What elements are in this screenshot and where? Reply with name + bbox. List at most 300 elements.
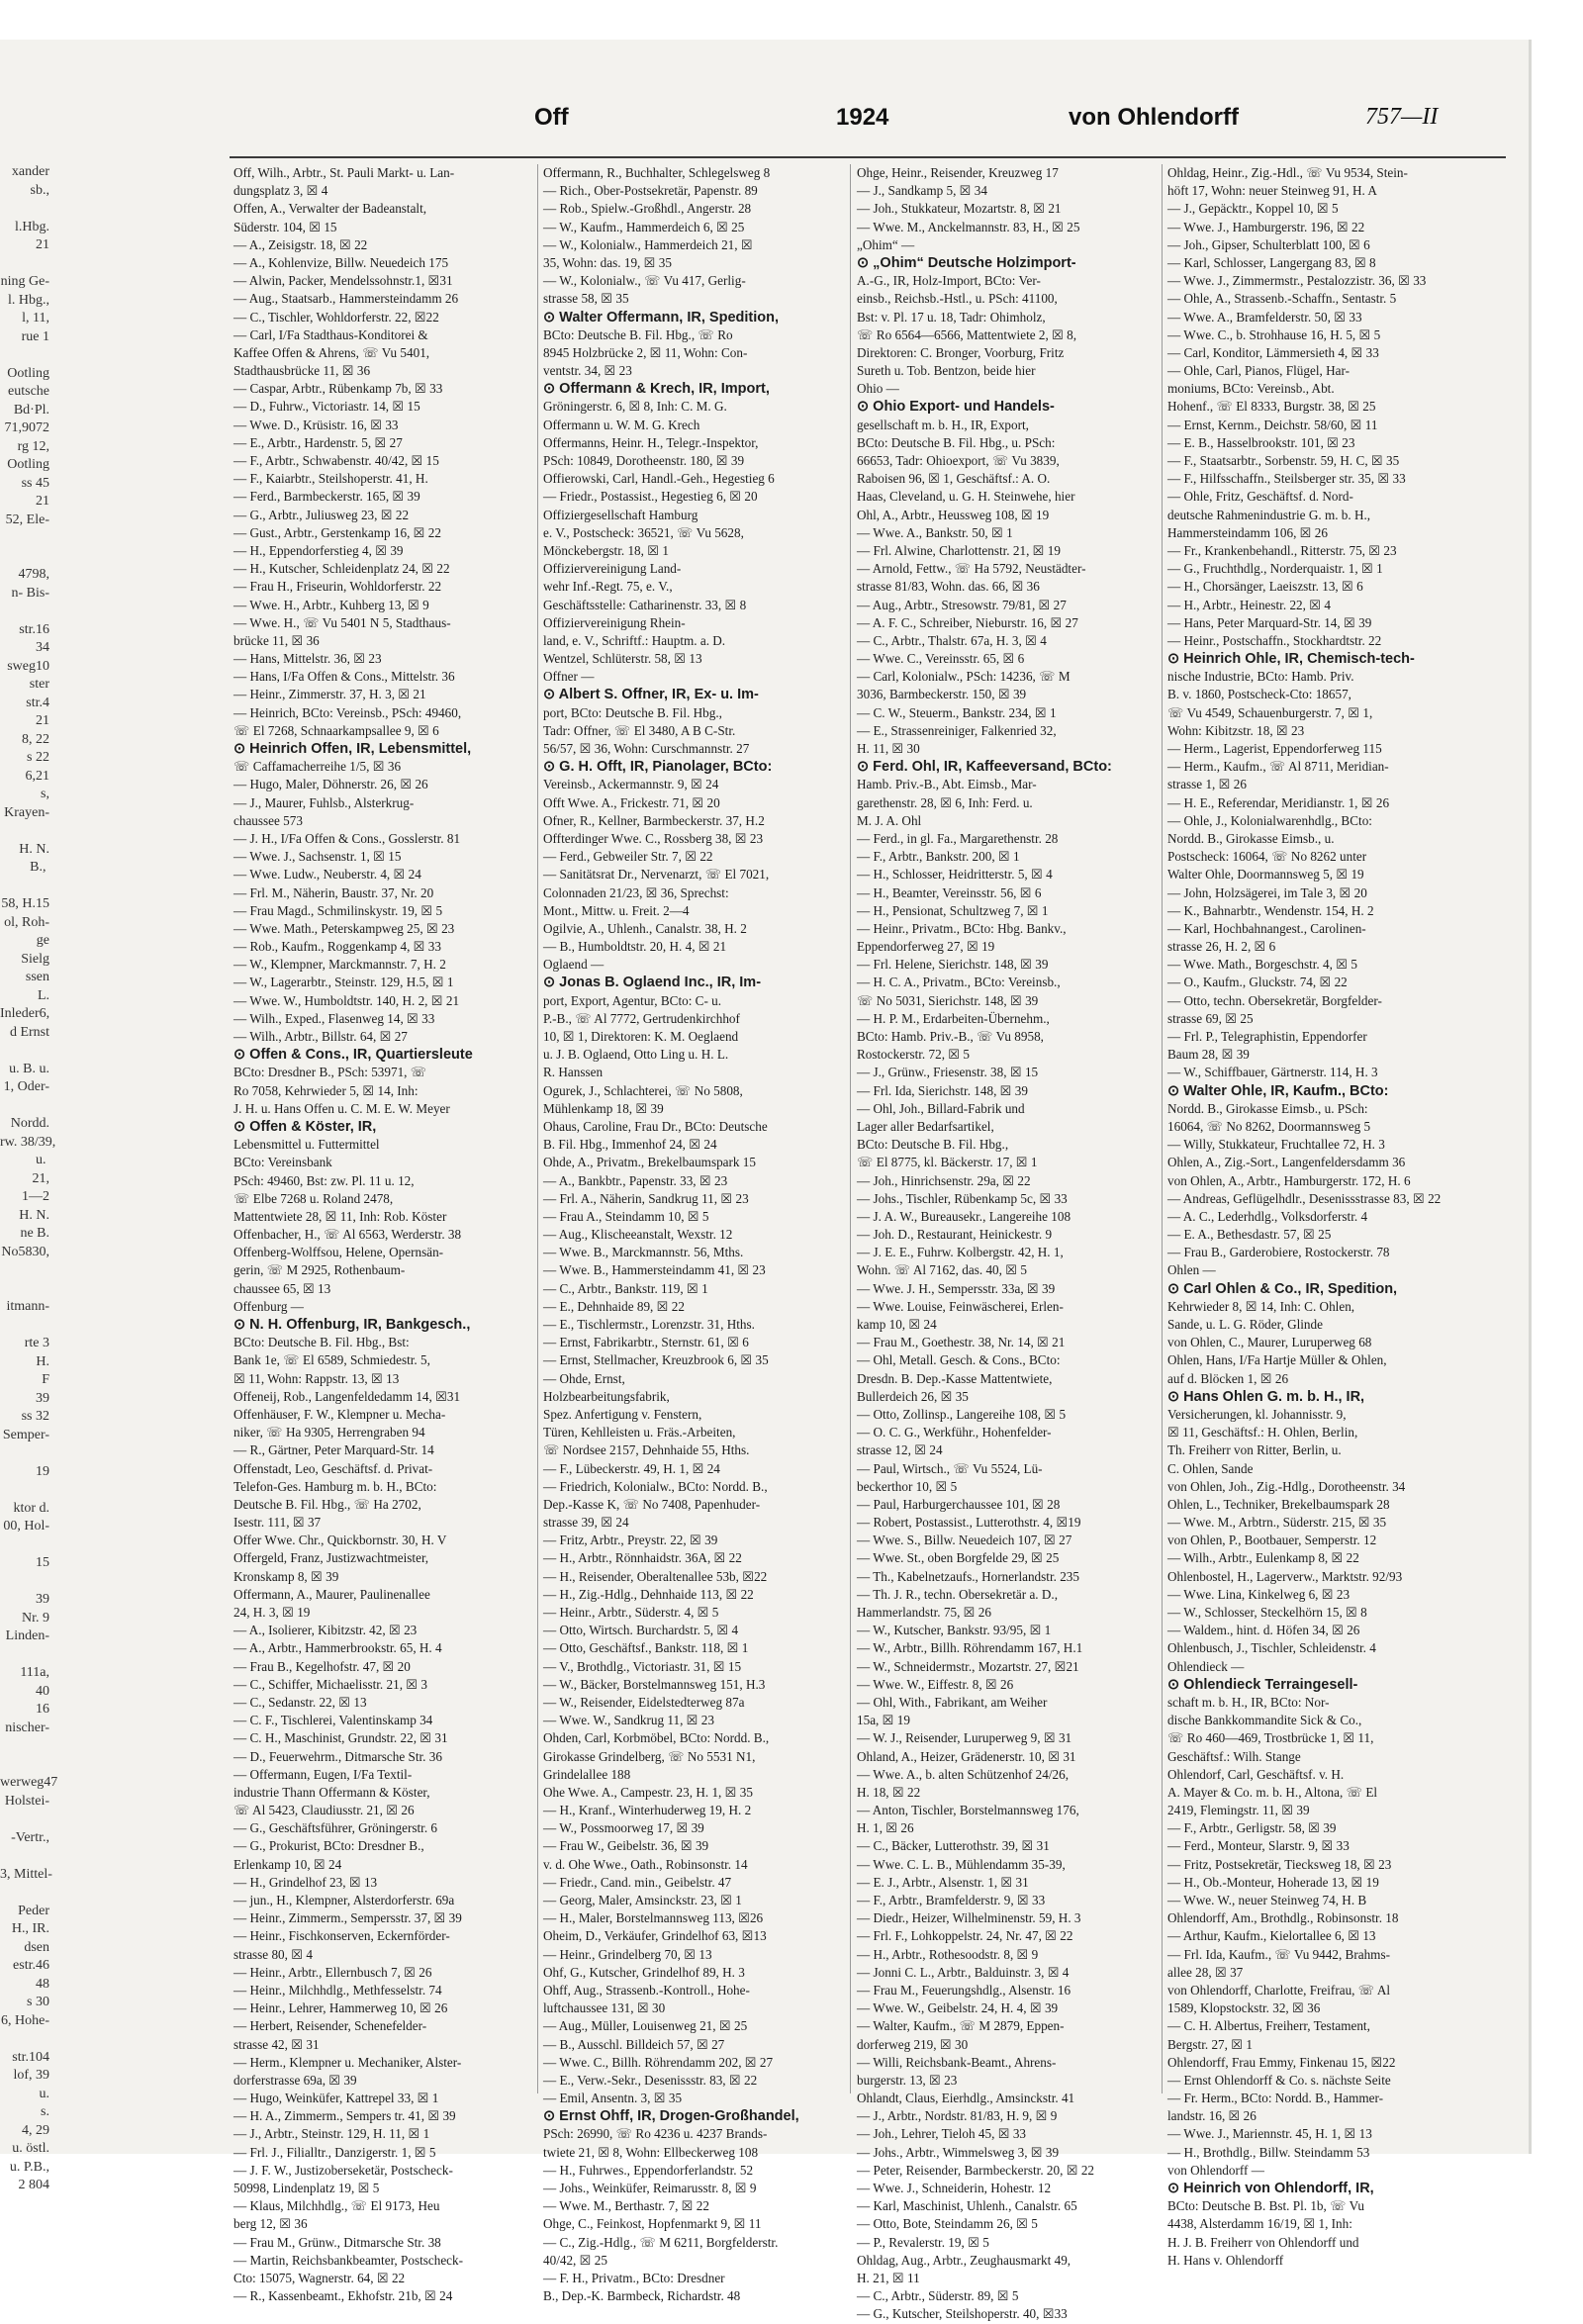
- directory-entry-line: Baum 28, ☒ 39: [1167, 1047, 1250, 1063]
- directory-entry-line: — D., Fuhrw., Victoriastr. 14, ☒ 15: [233, 399, 420, 415]
- directory-entry-line: — F., Arbtr., Bankstr. 200, ☒ 1: [857, 849, 1020, 865]
- directory-entry-line: Ohf, G., Kutscher, Grindelhof 89, H. 3: [543, 1964, 745, 1980]
- directory-entry-line: — D., Feuerwehrm., Ditmarsche Str. 36: [233, 1748, 442, 1764]
- directory-entry-line: — G., Kutscher, Steilshoperstr. 40, ☒33: [857, 2306, 1068, 2322]
- directory-entry-line: — E., Tischlermstr., Lorenzstr. 31, Hths.: [543, 1317, 755, 1332]
- directory-entry-line: H. 18, ☒ 22: [857, 1784, 921, 1800]
- directory-entry-line: Oheim, D., Verkäufer, Grindelhof 63, ☒13: [543, 1928, 767, 1944]
- directory-entry-line: — W., Kolonialw., ☏ Vu 417, Gerlig-: [543, 273, 746, 289]
- directory-entry-line: kamp 10, ☒ 24: [857, 1317, 937, 1332]
- directory-entry-line: — H., Chorsänger, Laeiszstr. 13, ☒ 6: [1167, 579, 1363, 595]
- directory-entry-line: — W., Schneidermstr., Mozartstr. 27, ☒21: [857, 1658, 1079, 1674]
- margin-fragment: [0, 529, 49, 548]
- directory-entry-line: — Frau B., Kegelhofstr. 47, ☒ 20: [233, 1658, 411, 1674]
- directory-entry-line: — Hans, Peter Marquard-Str. 14, ☒ 39: [1167, 614, 1372, 630]
- directory-entry-line: — Wwe. C. L. B., Mühlendamm 35-39,: [857, 1856, 1066, 1872]
- directory-entry-line: — H., Beamter, Vereinsstr. 56, ☒ 6: [857, 884, 1042, 900]
- margin-fragment: s,: [41, 787, 49, 801]
- directory-entry-line: Offenbacher, H., ☏ Al 6563, Werderstr. 38: [233, 1227, 462, 1243]
- directory-entry-line: A. Mayer & Co. m. b. H., Altona, ☏ El: [1167, 1784, 1378, 1800]
- directory-entry-line: berg 12, ☒ 36: [233, 2216, 308, 2232]
- directory-entry-line: ⊙ Ferd. Ohl, IR, Kaffeeversand, BCto:: [857, 759, 1112, 776]
- margin-fragment: nischer-: [5, 1720, 49, 1735]
- margin-fragment: ss 45: [21, 475, 49, 491]
- directory-entry-line: von Ohlendorff —: [1167, 2162, 1264, 2178]
- directory-entry-line: — Wwe. A., b. alten Schützenhof 24/26,: [857, 1766, 1070, 1782]
- directory-entry-line: — H., Kutscher, Schleidenplatz 24, ☒ 22: [233, 561, 450, 577]
- directory-entry-line: Mont., Mittw. u. Freit. 2—4: [543, 902, 690, 918]
- margin-fragment: ss 32: [21, 1409, 49, 1424]
- directory-entry-line: — Rob., Kaufm., Roggenkamp 4, ☒ 33: [233, 939, 441, 955]
- directory-entry-line: — J., Maurer, Fuhlsb., Alsterkrug-: [233, 794, 415, 810]
- directory-entry-line: Hammerlandstr. 75, ☒ 26: [857, 1605, 991, 1620]
- directory-entry-line: ⊙ Ohlendieck Terraingesell-: [1167, 1676, 1358, 1693]
- directory-entry-line: R. Hanssen: [543, 1065, 604, 1080]
- directory-entry-line: — Hugo, Maler, Döhnerstr. 26, ☒ 26: [233, 777, 428, 792]
- directory-entry-line: — H., Eppendorferstieg 4, ☒ 39: [233, 542, 404, 558]
- directory-entry-line: von Ohlen, Joh., Zig.-Hdlg., Dorotheenstr. 34: [1167, 1478, 1406, 1494]
- directory-entry-line: P.-B., ☏ Al 7772, Gertrudenkirchhof: [543, 1010, 740, 1026]
- directory-entry-line: Hohenf., ☏ El 8333, Burgstr. 38, ☒ 25: [1167, 399, 1376, 415]
- directory-entry-line: — Ernst, Fabrikarbtr., Sternstr. 61, ☒ 6: [543, 1335, 749, 1350]
- directory-entry-line: strasse 69, ☒ 25: [1167, 1010, 1254, 1026]
- directory-entry-line: Ohlenbusch, J., Tischler, Schleidenstr. 4: [1167, 1640, 1376, 1656]
- margin-fragment: 21,: [32, 1170, 49, 1186]
- directory-entry-line: — F. H., Privatm., BCto: Dresdner: [543, 2270, 725, 2285]
- directory-entry-line: — A., Zeisigstr. 18, ☒ 22: [233, 236, 368, 252]
- margin-fragment: itmann-: [6, 1299, 49, 1314]
- directory-entry-line: — Wwe. W., Geibelstr. 24, H. 4, ☒ 39: [857, 2000, 1059, 2016]
- directory-entry-line: Offermanns, Heinr. H., Telegr.-Inspektor,: [543, 434, 759, 450]
- directory-entry-line: u. J. B. Oglaend, Otto Ling u. H. L.: [543, 1047, 729, 1063]
- margin-fragment: L.: [37, 987, 49, 1003]
- directory-entry-line: strasse 39, ☒ 24: [543, 1515, 629, 1531]
- directory-entry-line: — Wwe. H., Arbtr., Kuhberg 13, ☒ 9: [233, 597, 429, 612]
- directory-entry-line: ☏ Caffamacherreihe 1/5, ☒ 36: [233, 759, 402, 775]
- directory-entry-line: Offenstadt, Leo, Geschäftsf. d. Privat-: [233, 1460, 433, 1476]
- directory-entry-line: — Ernst Ohlendorff & Co. s. nächste Seite: [1167, 2072, 1391, 2088]
- directory-entry-line: ☏ El 8775, kl. Bäckerstr. 17, ☒ 1: [857, 1155, 1038, 1170]
- margin-fragment: [0, 822, 49, 841]
- directory-entry-line: Offenburg —: [233, 1298, 304, 1314]
- directory-entry-line: — A., Isolierer, Kibitzstr. 42, ☒ 23: [233, 1623, 418, 1638]
- directory-entry-line: Offermann, A., Maurer, Paulinenallee: [233, 1586, 430, 1602]
- directory-entry-line: — Paul, Wirtsch., ☏ Vu 5524, Lü-: [857, 1460, 1043, 1476]
- directory-entry-line: höft 17, Wohn: neuer Steinweg 91, H. A: [1167, 183, 1377, 199]
- margin-fragment: 15: [36, 1555, 49, 1570]
- directory-entry-line: Ohldag, Aug., Arbtr., Zeughausmarkt 49,: [857, 2252, 1071, 2268]
- directory-entry-line: Türen, Kehlleisten u. Fräs.-Arbeiten,: [543, 1425, 736, 1441]
- directory-entry-line: — C., Tischler, Wohldorferstr. 22, ☒22: [233, 309, 439, 325]
- directory-entry-line: — Wwe. St., oben Borgfelde 29, ☒ 25: [857, 1550, 1060, 1566]
- margin-fragment: [0, 1847, 49, 1866]
- directory-entry-line: ⊙ Heinrich Ohle, IR, Chemisch-tech-: [1167, 651, 1415, 668]
- directory-entry-line: ⊙ Ohio Export- und Handels-: [857, 399, 1055, 416]
- directory-entry-line: — Fr., Krankenbehandl., Ritterstr. 75, ☒ 23: [1167, 542, 1397, 558]
- column-divider: [850, 164, 851, 2093]
- directory-entry-line: nische Industrie, BCto: Hamb. Priv.: [1167, 669, 1354, 685]
- directory-entry-line: moniums, BCto: Vereinsb., Abt.: [1167, 381, 1335, 397]
- directory-entry-line: ⊙ N. H. Offenburg, IR, Bankgesch.,: [233, 1317, 471, 1333]
- margin-fragment: u.: [39, 2086, 49, 2101]
- page-edge: [1529, 40, 1532, 2154]
- directory-entry-line: Ohldag, Heinr., Zig.-Hdl., ☏ Vu 9534, Stein-: [1167, 165, 1408, 180]
- directory-entry-line: — J. F. W., Justizoberseketär, Postscheck-: [233, 2162, 453, 2178]
- header-year: 1924: [836, 104, 889, 131]
- directory-entry-line: von Ohlen, A., Arbtr., Hamburgerstr. 172, H. 6: [1167, 1172, 1411, 1188]
- directory-entry-line: schaft m. b. H., IR, BCto: Nor-: [1167, 1694, 1330, 1710]
- margin-fragment: Semper-: [2, 1427, 49, 1442]
- margin-fragment: Bd·Pl.: [13, 402, 49, 418]
- directory-entry-line: — Otto, Zollinsp., Langereihe 108, ☒ 5: [857, 1406, 1067, 1422]
- directory-entry-line: — Otto, Geschäftsf., Bankstr. 118, ☒ 1: [543, 1640, 749, 1656]
- directory-entry-line: landstr. 16, ☒ 26: [1167, 2108, 1257, 2124]
- margin-fragment: ster: [29, 677, 49, 692]
- margin-fragment: 39: [36, 1390, 49, 1406]
- directory-entry-line: — Wwe. J., Schneiderin, Hohestr. 12: [857, 2181, 1052, 2195]
- directory-entry-line: H. 21, ☒ 11: [857, 2270, 920, 2285]
- directory-entry-line: — Wwe. J., Sachsenstr. 1, ☒ 15: [233, 849, 402, 865]
- directory-entry-line: — W., Arbtr., Billh. Röhrendamm 167, H.1: [857, 1640, 1083, 1656]
- directory-entry-line: — Johs., Weinküfer, Reimarusstr. 8, ☒ 9: [543, 2181, 757, 2195]
- directory-entry-line: — Hugo, Weinküfer, Kattrepel 33, ☒ 1: [233, 2091, 439, 2106]
- directory-entry-line: — A., Arbtr., Hammerbrookstr. 65, H. 4: [233, 1640, 442, 1656]
- directory-column-3: [857, 164, 1150, 2322]
- margin-fragment: ktor d.: [13, 1500, 49, 1516]
- directory-entry-line: — jun., H., Klempner, Alsterdorferstr. 69a: [233, 1893, 455, 1907]
- directory-entry-line: — Offermann, Eugen, I/Fa Textil-: [233, 1766, 413, 1782]
- directory-entry-line: 1589, Klopstockstr. 32, ☒ 36: [1167, 2000, 1321, 2016]
- directory-column-4: [1167, 164, 1460, 2268]
- directory-entry-line: Hammersteindamm 106, ☒ 26: [1167, 524, 1328, 540]
- directory-entry-line: — H., Grindelhof 23, ☒ 13: [233, 1874, 378, 1890]
- directory-entry-line: — Rich., Ober-Postsekretär, Papenstr. 89: [543, 183, 758, 199]
- margin-fragment: 40: [36, 1683, 49, 1699]
- directory-entry-line: — Fritz, Postsekretär, Tiecksweg 18, ☒ 23: [1167, 1856, 1392, 1872]
- directory-entry-line: — W., Possmoorweg 17, ☒ 39: [543, 1820, 704, 1836]
- directory-entry-line: ☒ 11, Geschäftsf.: H. Ohlen, Berlin,: [1167, 1425, 1358, 1441]
- directory-entry-line: Offenberg-Wolffsou, Helene, Opernsän-: [233, 1245, 444, 1260]
- directory-entry-line: — Wwe. J., Hamburgerstr. 196, ☒ 22: [1167, 219, 1365, 234]
- directory-entry-line: — Frl. Ida, Kaufm., ☏ Vu 9442, Brahms-: [1167, 1946, 1390, 1962]
- directory-entry-line: — Ohle, J., Kolonialwarenhdlg., BCto:: [1167, 812, 1372, 828]
- margin-fragment: [0, 255, 49, 274]
- directory-entry-line: — H., Arbtr., Rothesoodstr. 8, ☒ 9: [857, 1946, 1039, 1962]
- directory-entry-line: Sureth u. Tob. Bentzon, beide hier: [857, 363, 1036, 379]
- directory-entry-line: Offenhäuser, F. W., Klempner u. Mecha-: [233, 1406, 446, 1422]
- directory-entry-line: 56/57, ☒ 36, Wohn: Curschmannstr. 27: [543, 741, 750, 756]
- directory-entry-line: Wohn. ☏ Al 7162, das. 40, ☒ 5: [857, 1262, 1027, 1278]
- directory-entry-line: — O., Kaufm., Gluckstr. 74, ☒ 22: [1167, 975, 1348, 990]
- directory-entry-line: — Anton, Tischler, Borstelmannsweg 176,: [857, 1803, 1079, 1818]
- directory-entry-line: M. J. A. Ohl: [857, 812, 922, 828]
- directory-entry-line: — C. H., Maschinist, Grundstr. 22, ☒ 31: [233, 1730, 448, 1746]
- directory-entry-line: „Ohim“ —: [857, 236, 915, 252]
- directory-entry-line: dungsplatz 3, ☒ 4: [233, 183, 328, 199]
- directory-entry-line: ⊙ Walter Offermann, IR, Spedition,: [543, 309, 779, 325]
- margin-fragment: rg 12,: [17, 438, 49, 454]
- directory-entry-line: BCto: Hamb. Priv.-B., ☏ Vu 8958,: [857, 1029, 1044, 1044]
- directory-entry-line: beckerthor 10, ☒ 5: [857, 1478, 958, 1494]
- directory-entry-line: Th. Freiherr von Ritter, Berlin, u.: [1167, 1442, 1342, 1458]
- directory-entry-line: — Wwe. A., Bramfelderstr. 50, ☒ 33: [1167, 309, 1362, 325]
- directory-entry-line: — Willy, Stukkateur, Fruchtallee 72, H. 3: [1167, 1137, 1385, 1153]
- directory-entry-line: — Wwe. C., b. Strohhause 16, H. 5, ☒ 5: [1167, 326, 1381, 342]
- directory-entry-line: Geschäftsf.: Wilh. Stange: [1167, 1748, 1301, 1764]
- directory-entry-line: ☏ El 7268, Schnaarkampsallee 9, ☒ 6: [233, 722, 439, 738]
- directory-entry-line: 10, ☒ 1, Direktoren: K. M. Oeglaend: [543, 1029, 739, 1044]
- directory-entry-line: Offen, A., Verwalter der Badeanstalt,: [233, 201, 427, 217]
- margin-fragment: Krayen-: [4, 804, 49, 820]
- directory-entry-line: ☒ 11, Wohn: Rappstr. 13, ☒ 13: [233, 1370, 400, 1386]
- directory-entry-line: PSch: 10849, Dorotheenstr. 180, ☒ 39: [543, 453, 745, 468]
- margin-fragment: 52, Ele-: [5, 511, 49, 527]
- directory-entry-line: — G., Geschäftsführer, Gröningerstr. 6: [233, 1820, 438, 1836]
- directory-entry-line: — Wwe. M., Anckelmannstr. 83, H., ☒ 25: [857, 219, 1080, 234]
- directory-entry-line: — W., Kutscher, Bankstr. 93/95, ☒ 1: [857, 1623, 1052, 1638]
- margin-fragment: u. P.B.,: [9, 2159, 49, 2175]
- directory-entry-line: — H., Arbtr., Heinestr. 22, ☒ 4: [1167, 597, 1331, 612]
- directory-entry-line: J. H. u. Hans Offen u. C. M. E. W. Meyer: [233, 1100, 450, 1116]
- directory-entry-line: — F., Arbtr., Schwabenstr. 40/42, ☒ 15: [233, 453, 439, 468]
- directory-entry-line: Wohn: Kibitzstr. 18, ☒ 23: [1167, 722, 1305, 738]
- directory-entry-line: — Aug., Arbtr., Stresowstr. 79/81, ☒ 27: [857, 597, 1067, 612]
- directory-entry-line: H. 1, ☒ 26: [857, 1820, 914, 1836]
- directory-entry-line: — H. E., Referendar, Meridianstr. 1, ☒ 26: [1167, 794, 1390, 810]
- directory-entry-line: Offermann, R., Buchhalter, Schlegelsweg 8: [543, 165, 771, 180]
- directory-entry-line: — Heinr., Postschaffn., Stockhardtstr. 22: [1167, 632, 1382, 648]
- directory-entry-line: Dep.-Kasse K, ☏ No 7408, Papenhuder-: [543, 1496, 761, 1512]
- directory-entry-line: — H., Brothdlg., Billw. Steindamm 53: [1167, 2144, 1370, 2160]
- directory-entry-line: — A., Kohlenvize, Billw. Neuedeich 175: [233, 254, 449, 270]
- margin-fragment: Ootling: [7, 457, 49, 472]
- margin-fragment: [0, 1481, 49, 1500]
- directory-entry-line: Offt Wwe. A., Frickestr. 71, ☒ 20: [543, 794, 720, 810]
- directory-entry-line: — F., Hilfsschaffn., Steilsberger str. 35, ☒ 33: [1167, 471, 1406, 487]
- margin-fragment: 58, H.15: [1, 896, 49, 911]
- directory-entry-line: — Wwe. H., ☏ Vu 5401 N 5, Stadthaus-: [233, 614, 451, 630]
- margin-fragment: [0, 1444, 49, 1463]
- margin-fragment: Linden-: [5, 1628, 49, 1643]
- margin-fragment: d Ernst: [9, 1024, 49, 1040]
- directory-entry-line: BCto: Deutsche B. Fil. Hbg., Bst:: [233, 1335, 410, 1350]
- directory-entry-line: Ohden, Carl, Korbmöbel, BCto: Nordd. B.,: [543, 1730, 770, 1746]
- directory-entry-line: — Carl, I/Fa Stadthaus-Konditorei &: [233, 326, 428, 342]
- directory-entry-line: — W., Kaufm., Hammerdeich 6, ☒ 25: [543, 219, 745, 234]
- directory-entry-line: von Ohlen, C., Maurer, Luruperweg 68: [1167, 1335, 1372, 1350]
- directory-entry-line: — Georg, Maler, Amsinckstr. 23, ☒ 1: [543, 1893, 742, 1907]
- directory-entry-line: — Wwe. Lina, Kinkelweg 6, ☒ 23: [1167, 1586, 1350, 1602]
- directory-entry-line: — Rob., Spielw.-Großhdl., Angerstr. 28: [543, 201, 752, 217]
- column-divider: [537, 164, 538, 2093]
- directory-entry-line: Telefon-Ges. Hamburg m. b. H., BCto:: [233, 1478, 437, 1494]
- directory-entry-line: — Ohl, Metall. Gesch. & Cons., BCto:: [857, 1352, 1061, 1368]
- margin-fragment: ssen: [25, 970, 49, 984]
- margin-fragment: 00, Hol-: [3, 1519, 49, 1534]
- directory-entry-line: Ohlendorf, Carl, Geschäftsf. v. H.: [1167, 1766, 1345, 1782]
- directory-entry-line: — Johs., Tischler, Rübenkamp 5c, ☒ 33: [857, 1190, 1068, 1206]
- directory-entry-line: Ohe Wwe. A., Campestr. 23, H. 1, ☒ 35: [543, 1784, 753, 1800]
- margin-fragment: [0, 1097, 49, 1116]
- directory-entry-line: — C., Arbtr., Süderstr. 89, ☒ 5: [857, 2288, 1019, 2304]
- directory-entry-line: ⊙ G. H. Offt, IR, Pianolager, BCto:: [543, 759, 773, 776]
- directory-entry-line: Haas, Cleveland, u. G. H. Steinwehe, hier: [857, 489, 1075, 505]
- directory-entry-line: Tadr: Offner, ☏ El 3480, A B C-Str.: [543, 722, 736, 738]
- directory-entry-line: — Wwe. Math., Borgeschstr. 4, ☒ 5: [1167, 957, 1357, 973]
- directory-entry-line: — Herm., Lagerist, Eppendorferweg 115: [1167, 741, 1382, 756]
- directory-entry-line: — H., Zig.-Hdlg., Dehnhaide 113, ☒ 22: [543, 1586, 754, 1602]
- directory-entry-line: Hamb. Priv.-B., Abt. Eimsb., Mar-: [857, 777, 1037, 792]
- directory-entry-line: — Wwe. B., Hammersteindamm 41, ☒ 23: [543, 1262, 766, 1278]
- margin-fragment: [0, 1317, 49, 1336]
- directory-entry-line: — Ohle, Fritz, Geschäftsf. d. Nord-: [1167, 489, 1353, 505]
- directory-entry-line: — Karl, Schlosser, Langergang 83, ☒ 8: [1167, 254, 1376, 270]
- margin-fragment: ol, Roh-: [4, 914, 49, 930]
- directory-entry-line: — Wwe. A., Bankstr. 50, ☒ 1: [857, 524, 1013, 540]
- margin-fragment: 111a,: [20, 1665, 49, 1680]
- directory-entry-line: 35, Wohn: das. 19, ☒ 35: [543, 254, 672, 270]
- directory-entry-line: 40/42, ☒ 25: [543, 2252, 607, 2268]
- directory-entry-line: — Wwe. J., Zimmermstr., Pestalozzistr. 36, ☒ 33: [1167, 273, 1427, 289]
- directory-entry-line: — W., Kolonialw., Hammerdeich 21, ☒: [543, 236, 753, 252]
- directory-entry-line: 16064, ☏ No 8262, Doormannsweg 5: [1167, 1118, 1371, 1134]
- directory-entry-line: ☏ Al 5423, Claudiusstr. 21, ☒ 26: [233, 1803, 415, 1818]
- directory-entry-line: — Martin, Reichsbankbeamter, Postscheck-: [233, 2252, 464, 2268]
- directory-entry-line: Mühlenkamp 18, ☒ 39: [543, 1100, 664, 1116]
- margin-fragment: -Vertr.,: [11, 1829, 49, 1845]
- margin-fragment: [0, 548, 49, 567]
- directory-entry-line: Grindelallee 188: [543, 1766, 631, 1782]
- directory-entry-line: ⊙ „Ohim“ Deutsche Holzimport-: [857, 254, 1076, 271]
- directory-entry-line: burgerstr. 13, ☒ 23: [857, 2072, 958, 2088]
- directory-entry-line: Ohlen, A., Zig.-Sort., Langenfeldersdamm 36: [1167, 1155, 1406, 1170]
- directory-entry-line: Offterdinger Wwe. C., Rossberg 38, ☒ 23: [543, 830, 764, 846]
- margin-fragment: estr.46: [13, 1958, 49, 1973]
- directory-entry-line: — H., Arbtr., Rönnhaidstr. 36A, ☒ 22: [543, 1550, 742, 1566]
- directory-entry-line: port, Export, Agentur, BCto: C- u.: [543, 992, 722, 1008]
- directory-entry-line: Versicherungen, kl. Johannisstr. 9,: [1167, 1406, 1347, 1422]
- margin-fragment: dsen: [24, 1939, 49, 1955]
- directory-entry-line: — Wwe. C., Vereinsstr. 65, ☒ 6: [857, 651, 1025, 667]
- margin-fragment: eutsche: [8, 384, 49, 399]
- directory-entry-line: — C., Schiffer, Michaelisstr. 21, ☒ 3: [233, 1676, 428, 1692]
- directory-entry-line: — Ohle, Carl, Pianos, Flügel, Har-: [1167, 363, 1350, 379]
- directory-entry-line: — Heinrich, BCto: Vereinsb., PSch: 49460,: [233, 704, 462, 720]
- directory-entry-line: — F., Staatsarbtr., Sorbenstr. 59, H. C, ☒ 35: [1167, 453, 1400, 468]
- directory-entry-line: — C. F., Tischlerei, Valentinskamp 34: [233, 1713, 433, 1728]
- directory-entry-line: Dresdn. B. Dep.-Kasse Mattentwiete,: [857, 1370, 1053, 1386]
- header-left-catchword: Off: [534, 104, 569, 131]
- directory-entry-line: — Wwe. M., Berthastr. 7, ☒ 22: [543, 2198, 709, 2214]
- directory-entry-line: — Heinr., Arbtr., Ellernbusch 7, ☒ 26: [233, 1964, 432, 1980]
- margin-fragment: 34: [36, 640, 49, 655]
- directory-entry-line: — Frau M., Feuerungshdlg., Alsenstr. 16: [857, 1982, 1071, 1998]
- margin-fragment: s 22: [27, 750, 49, 765]
- directory-entry-line: Ohff, Aug., Strassenb.-Kontroll., Hohe-: [543, 1982, 750, 1998]
- directory-entry-line: Offer Wwe. Chr., Quickbornstr. 30, H. V: [233, 1533, 447, 1548]
- directory-entry-line: — Ohl, With., Fabrikant, am Weiher: [857, 1694, 1048, 1710]
- directory-entry-line: Offeneij, Rob., Langenfeldedamm 14, ☒31: [233, 1388, 461, 1404]
- directory-entry-line: — J. E. E., Fuhrw. Kolbergstr. 42, H. 1,: [857, 1245, 1064, 1260]
- directory-entry-line: — Friedr., Cand. min., Geibelstr. 47: [543, 1874, 732, 1890]
- directory-entry-line: 24, H. 3, ☒ 19: [233, 1605, 311, 1620]
- directory-entry-line: — R., Gärtner, Peter Marquard-Str. 14: [233, 1442, 434, 1458]
- directory-entry-line: — Willi, Reichsbank-Beamt., Ahrens-: [857, 2054, 1057, 2070]
- directory-entry-line: strasse 58, ☒ 35: [543, 291, 629, 307]
- directory-column-2: [543, 164, 836, 2304]
- directory-entry-line: v. d. Ohe Wwe., Oath., Robinsonstr. 14: [543, 1856, 748, 1872]
- directory-entry-line: — A. C., Lederhdlg., Volksdorferstr. 4: [1167, 1208, 1368, 1224]
- directory-entry-line: Isestr. 111, ☒ 37: [233, 1515, 322, 1531]
- directory-entry-line: — Frau M., Goethestr. 38, Nr. 14, ☒ 21: [857, 1335, 1066, 1350]
- directory-entry-line: — E., Arbtr., Hardenstr. 5, ☒ 27: [233, 434, 403, 450]
- directory-entry-line: Bergstr. 27, ☒ 1: [1167, 2036, 1253, 2052]
- directory-entry-line: — O. C. G., Werkführ., Hohenfelder-: [857, 1425, 1052, 1441]
- directory-entry-line: Postscheck: 16064, ☏ No 8262 unter: [1167, 849, 1367, 865]
- directory-entry-line: Ohge, Heinr., Reisender, Kreuzweg 17: [857, 165, 1059, 180]
- directory-entry-line: — Heinr., Arbtr., Süderstr. 4, ☒ 5: [543, 1605, 719, 1620]
- directory-entry-line: — Friedrich, Kolonialw., BCto: Nordd. B.,: [543, 1478, 768, 1494]
- margin-fragment: 21: [36, 237, 49, 252]
- directory-entry-line: ☏ No 5031, Sierichstr. 148, ☒ 39: [857, 992, 1039, 1008]
- directory-entry-line: — Friedr., Postassist., Hegestieg 6, ☒ 20: [543, 489, 758, 505]
- directory-entry-line: — Frau M., Grünw., Ditmarsche Str. 38: [233, 2234, 441, 2250]
- directory-entry-line: Ohland, A., Heizer, Grädenerstr. 10, ☒ 31: [857, 1748, 1076, 1764]
- directory-entry-line: Offierowski, Carl, Handl.-Geh., Hegestieg 6: [543, 471, 775, 487]
- directory-entry-line: ⊙ Carl Ohlen & Co., IR, Spedition,: [1167, 1280, 1398, 1297]
- margin-fragment: n- Bis-: [11, 585, 49, 601]
- directory-entry-line: — Joh. D., Restaurant, Heinickestr. 9: [857, 1227, 1053, 1243]
- directory-entry-line: — Frau A., Steindamm 10, ☒ 5: [543, 1208, 709, 1224]
- directory-entry-line: B., Dep.-K. Barmbeck, Richardstr. 48: [543, 2288, 741, 2304]
- directory-entry-line: — Wwe. J., Mariennstr. 45, H. 1, ☒ 13: [1167, 2126, 1372, 2142]
- directory-entry-line: Holzbearbeitungsfabrik,: [543, 1388, 670, 1404]
- directory-entry-line: — Ferd., Barmbeckerstr. 165, ☒ 39: [233, 489, 420, 505]
- margin-fragment: 21: [36, 713, 49, 728]
- directory-entry-line: — Wwe. D., Krüsistr. 16, ☒ 33: [233, 417, 399, 432]
- directory-entry-line: Vereinsb., Ackermannstr. 9, ☒ 24: [543, 777, 719, 792]
- margin-fragment: Nordd.: [10, 1116, 49, 1131]
- directory-entry-line: — John, Holzsägerei, im Tale 3, ☒ 20: [1167, 884, 1367, 900]
- directory-entry-line: B. v. 1860, Postscheck-Cto: 18657,: [1167, 687, 1351, 702]
- directory-entry-line: — Wilh., Arbtr., Billstr. 64, ☒ 27: [233, 1029, 408, 1044]
- directory-entry-line: — W., Lagerarbtr., Steinstr. 129, H.5, ☒ 1: [233, 975, 454, 990]
- directory-entry-line: wehr Inf.-Regt. 75, e. V.,: [543, 579, 673, 595]
- directory-entry-line: A.-G., IR, Holz-Import, BCto: Ver-: [857, 273, 1041, 289]
- margin-fragment: No5830,: [1, 1244, 49, 1259]
- directory-entry-line: von Ohlendorff, Charlotte, Freifrau, ☏ Al: [1167, 1982, 1391, 1998]
- margin-fragment: str.104: [12, 2049, 49, 2065]
- directory-entry-line: chaussee 65, ☒ 13: [233, 1280, 331, 1296]
- directory-entry-line: — Karl, Hochbahnangest., Carolinen-: [1167, 920, 1366, 936]
- directory-entry-line: ☏ Nordsee 2157, Dehnhaide 55, Hths.: [543, 1442, 750, 1458]
- directory-entry-line: dorferstrasse 69a, ☒ 39: [233, 2072, 357, 2088]
- directory-entry-line: industrie Thann Offermann & Köster,: [233, 1784, 430, 1800]
- directory-entry-line: ventstr. 34, ☒ 23: [543, 363, 632, 379]
- directory-entry-line: — Hans, I/Fa Offen & Cons., Mittelstr. 36: [233, 669, 455, 685]
- directory-entry-line: garethenstr. 28, ☒ 6, Inh: Ferd. u.: [857, 794, 1033, 810]
- margin-fragment: sb.,: [30, 182, 49, 198]
- directory-entry-line: — Wwe. Math., Peterskampweg 25, ☒ 23: [233, 920, 455, 936]
- directory-entry-line: Erlenkamp 10, ☒ 24: [233, 1856, 342, 1872]
- margin-fragment: 21: [36, 494, 49, 509]
- directory-entry-line: twiete 21, ☒ 8, Wohn: Ellbeckerweg 108: [543, 2144, 759, 2160]
- directory-entry-line: ⊙ Offen & Köster, IR,: [233, 1118, 377, 1135]
- directory-entry-line: — Walter, Kaufm., ☏ M 2879, Eppen-: [857, 2018, 1065, 2034]
- directory-entry-line: PSch: 49460, Bst: zw. Pl. 11 u. 12,: [233, 1172, 415, 1188]
- margin-fragment: Holstei-: [4, 1793, 49, 1809]
- directory-entry-line: 66653, Tadr: Ohioexport, ☏ Vu 3839,: [857, 453, 1060, 468]
